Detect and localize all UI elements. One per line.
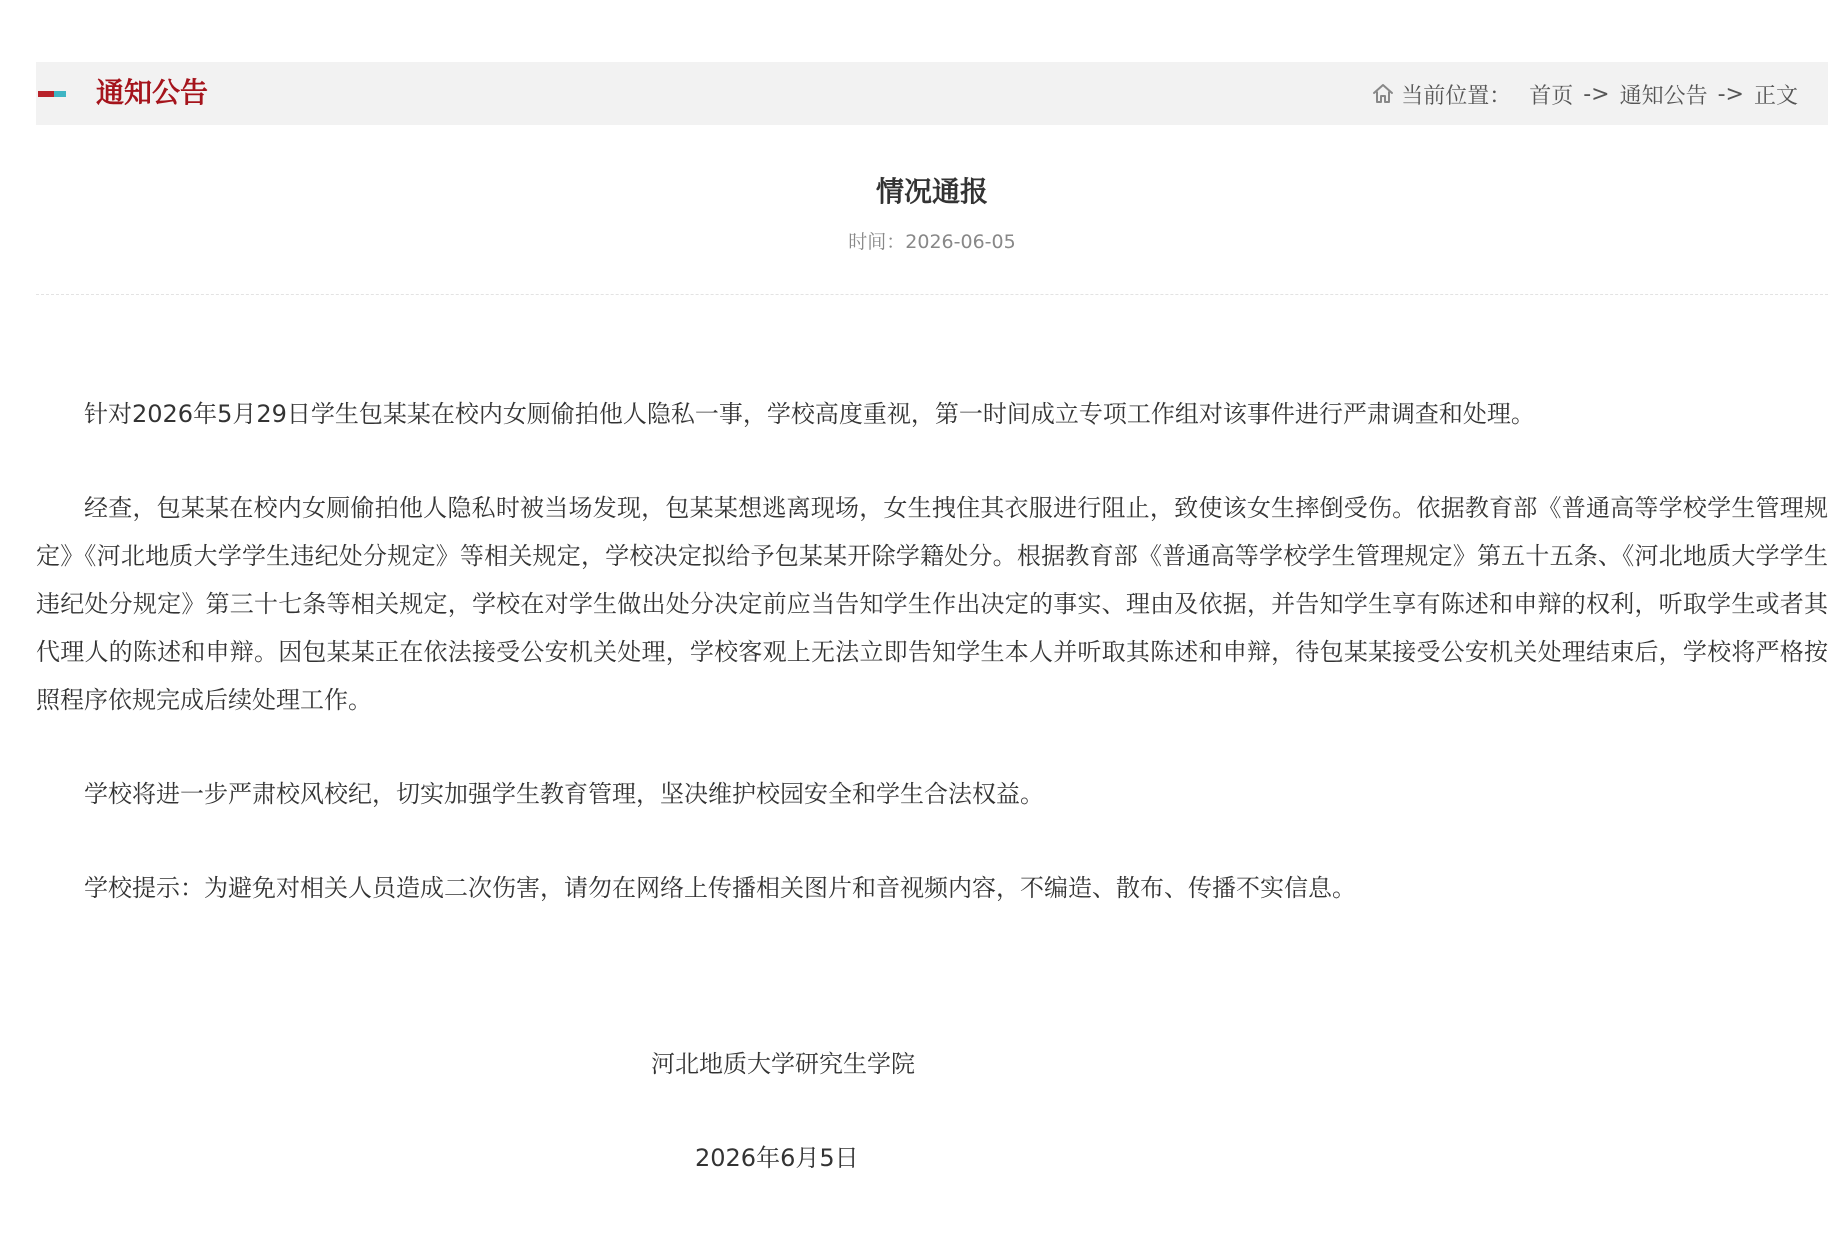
breadcrumb-current: 正文 [1753, 83, 1798, 109]
breadcrumb-separator: -> [1583, 81, 1610, 107]
article-content [36, 390, 1828, 958]
article-signature: 河北地质大学研究生学院 [651, 1050, 915, 1078]
section-header-bar [36, 62, 1828, 125]
home-icon [1371, 82, 1395, 106]
article-title: 情况通报 [875, 175, 988, 208]
divider [36, 294, 1828, 295]
section-marker-red [38, 91, 54, 97]
article-paragraph-2: 经查，包某某在校内女厕偷拍他人隐私时被当场发现，包某某想逃离现场，女生拽住其衣服进行阻止，致使该女生摔倒受伤。依据教育部《普通高等学校学生管理规定》《河北地质大学学生违纪处分规定》等相关规定，学校决定拟给予包某某开除学籍处分。根据教育部《普通高等学校学生管理规定》第五十五条、《河北地质大学学生违纪处分规定》第三十七条等相关规定，学校在对学生做出处分决定前应当告知学生作出决定的事实、理由及依据，并告知学生享有陈述和申辩的权利，听取学生或者其代理人的陈述和申辩。因包某某正在依法接受公安机关处理，学校客观上无法立即告知学生本人并听取其陈述和申辩，待包某某接受公安机关处理结束后，学校将严格按照程序依规完成后续处理工作。 [36, 494, 1828, 714]
breadcrumb-notices-link[interactable]: 通知公告 [1619, 83, 1708, 109]
breadcrumb-separator: -> [1717, 81, 1744, 107]
breadcrumb-home-link[interactable]: 首页 [1529, 83, 1574, 109]
breadcrumb [1371, 75, 1798, 113]
section-marker [38, 91, 66, 97]
article-sign-date: 2026年6月5日 [695, 1144, 859, 1172]
section-marker-teal [54, 91, 66, 97]
article-paragraph-1: 针对2026年5月29日学生包某某在校内女厕偷拍他人隐私一事，学校高度重视，第一时间成立专项工作组对该事件进行严肃调查和处理。 [84, 400, 1535, 428]
breadcrumb-label: 当前位置： [1401, 83, 1512, 109]
section-title: 通知公告 [96, 76, 209, 109]
article-paragraph-3: 学校将进一步严肃校风校纪，切实加强学生教育管理，坚决维护校园安全和学生合法权益。 [84, 780, 1044, 808]
article-time: 时间：2026-06-05 [848, 231, 1016, 253]
article-paragraph-4: 学校提示：为避免对相关人员造成二次伤害，请勿在网络上传播相关图片和音视频内容，不编造、散布、传播不实信息。 [84, 874, 1356, 902]
